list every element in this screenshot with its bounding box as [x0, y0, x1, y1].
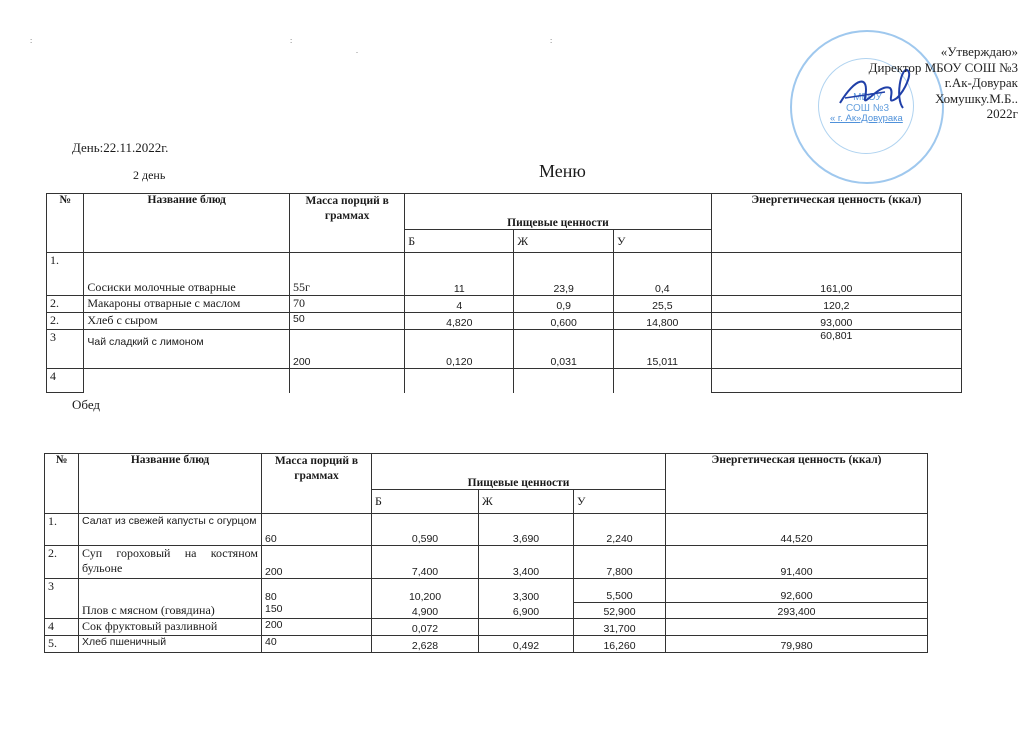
section-label-lunch: Обед: [72, 397, 101, 412]
cell-dish: Сок фруктовый разливной: [79, 619, 262, 636]
date-label: День:22.11.2022г.: [72, 140, 169, 155]
col-header-energy: Энергетическая ценность (ккал): [711, 194, 961, 253]
cell-mass: 150: [262, 603, 372, 619]
col-header-number: №: [45, 454, 79, 514]
cell-energy: 120,2: [711, 296, 961, 313]
table-row: [45, 514, 928, 546]
cell-fat: 0,492: [479, 636, 574, 653]
cell-protein: 4: [405, 296, 514, 313]
cell-number: 2.: [47, 296, 84, 313]
cell-carbs: 52,900: [574, 603, 666, 619]
cell-protein: 0,120: [405, 330, 514, 369]
cell-mass: 70: [290, 296, 405, 313]
table-row: [45, 636, 928, 653]
approval-line: Директор МБОУ СОШ №3: [868, 59, 1018, 75]
col-header-carbs: У: [614, 230, 712, 253]
cell-carbs: 5,500: [574, 579, 666, 603]
cell-mass: 55г: [290, 253, 405, 296]
cell-energy: 60,801: [711, 330, 961, 369]
cell-fat: [514, 369, 614, 393]
cell-energy: 79,980: [666, 636, 928, 653]
table-row: [45, 546, 928, 579]
col-header-number: №: [47, 194, 84, 253]
col-header-protein: Б: [405, 230, 514, 253]
cell-carbs: 31,700: [574, 619, 666, 636]
cell-dish: Макароны отварные с маслом: [84, 296, 290, 313]
cell-protein: 4,820: [405, 313, 514, 330]
cell-mass: 60: [262, 514, 372, 546]
col-header-energy: Энергетическая ценность (ккал): [666, 454, 928, 514]
col-header-fat: Ж: [514, 230, 614, 253]
cell-fat: 0,031: [514, 330, 614, 369]
cell-energy: 44,520: [666, 514, 928, 546]
table-row: [47, 330, 962, 369]
cell-dish: Сосиски молочные отварные: [84, 253, 290, 296]
cell-mass: 40: [262, 636, 372, 653]
scan-speck: :: [550, 36, 553, 45]
cell-protein: 4,900: [372, 603, 479, 619]
cell-fat: 0,600: [514, 313, 614, 330]
col-header-carbs: У: [574, 490, 666, 514]
cell-number: 4: [47, 369, 84, 393]
cell-number: 1.: [47, 253, 84, 296]
cell-carbs: 25,5: [614, 296, 712, 313]
cell-dish: Хлеб пшеничный: [79, 636, 262, 653]
cell-fat: [479, 619, 574, 636]
approval-line: Хомушку.М.Б..: [935, 90, 1018, 106]
table-row: [47, 369, 962, 393]
col-header-protein: Б: [372, 490, 479, 514]
cell-protein: 10,200: [372, 579, 479, 603]
approval-line: 2022г: [986, 106, 1018, 121]
table-row: [47, 296, 962, 313]
table-row: [47, 253, 962, 296]
cell-carbs: 15,011: [614, 330, 712, 369]
cell-protein: 7,400: [372, 546, 479, 579]
approval-line: «Утверждаю»: [940, 44, 1018, 59]
cell-energy: 91,400: [666, 546, 928, 579]
cell-protein: 0,590: [372, 514, 479, 546]
cell-mass: 200: [262, 546, 372, 579]
cell-carbs: 0,4: [614, 253, 712, 296]
cell-mass: 200: [262, 619, 372, 636]
approval-line: г.Ак-Довурак: [944, 75, 1018, 90]
cell-carbs: [614, 369, 712, 393]
cell-mass: 50: [290, 313, 405, 330]
cell-fat: 3,400: [479, 546, 574, 579]
cell-carbs: 16,260: [574, 636, 666, 653]
cell-energy: [666, 619, 928, 636]
cell-dish: Салат из свежей капусты с огурцом: [79, 514, 262, 546]
stamp-text-line: МБОУ: [853, 92, 882, 103]
cell-dish: Хлеб с сыром: [84, 313, 290, 330]
col-header-fat: Ж: [479, 490, 574, 514]
cell-mass: [290, 369, 405, 393]
table-row: [45, 619, 928, 636]
lunch-table: [44, 453, 928, 653]
cell-number: 3: [47, 330, 84, 369]
breakfast-table: [46, 193, 962, 393]
cell-number: 3: [45, 579, 79, 619]
cell-dish: Чай сладкий с лимоном: [84, 330, 290, 369]
cell-carbs: 2,240: [574, 514, 666, 546]
cell-protein: 2,628: [372, 636, 479, 653]
cell-dish: [84, 369, 290, 393]
cell-protein: 0,072: [372, 619, 479, 636]
cell-fat: 3,300: [479, 579, 574, 603]
table-row: [45, 579, 928, 603]
cell-number: 2.: [45, 546, 79, 579]
scan-speck: .: [356, 46, 358, 55]
cell-carbs: 7,800: [574, 546, 666, 579]
cell-number: 5.: [45, 636, 79, 653]
cell-fat: 23,9: [514, 253, 614, 296]
cell-energy: [711, 369, 961, 393]
col-header-dish: Название блюд: [79, 454, 262, 514]
cell-energy: 93,000: [711, 313, 961, 330]
approval-block: [798, 44, 1018, 122]
cell-protein: [405, 369, 514, 393]
col-header-nutrients: Пищевые ценности: [405, 194, 711, 230]
cell-number: 2.: [47, 313, 84, 330]
cell-fat: 0,9: [514, 296, 614, 313]
cell-mass: 200: [290, 330, 405, 369]
cell-mass: 80: [262, 579, 372, 603]
cell-number: 4: [45, 619, 79, 636]
stamp-text-line: СОШ №3: [846, 103, 890, 114]
scan-speck: :: [30, 36, 33, 45]
table-row: [47, 313, 962, 330]
scan-speck: :: [290, 36, 293, 45]
col-header-nutrients: Пищевые ценности: [372, 454, 666, 490]
cell-dish: Плов с мясном (говядина): [79, 579, 262, 619]
cell-energy: 293,400: [666, 603, 928, 619]
cell-energy: 161,00: [711, 253, 961, 296]
col-header-mass: Масса порций в граммах: [262, 454, 372, 514]
page-title: Меню: [539, 161, 586, 181]
cell-number: 1.: [45, 514, 79, 546]
cell-fat: 3,690: [479, 514, 574, 546]
cell-carbs: 14,800: [614, 313, 712, 330]
day-label: 2 день: [133, 168, 166, 182]
col-header-mass: Масса порций в граммах: [290, 194, 405, 253]
col-header-dish: Название блюд: [84, 194, 290, 253]
cell-energy: 92,600: [666, 579, 928, 603]
stamp-city: « г. Ак»Довурака: [830, 113, 903, 124]
cell-fat: 6,900: [479, 603, 574, 619]
cell-protein: 11: [405, 253, 514, 296]
cell-dish: Суп гороховый на костяном бульоне: [79, 546, 262, 579]
